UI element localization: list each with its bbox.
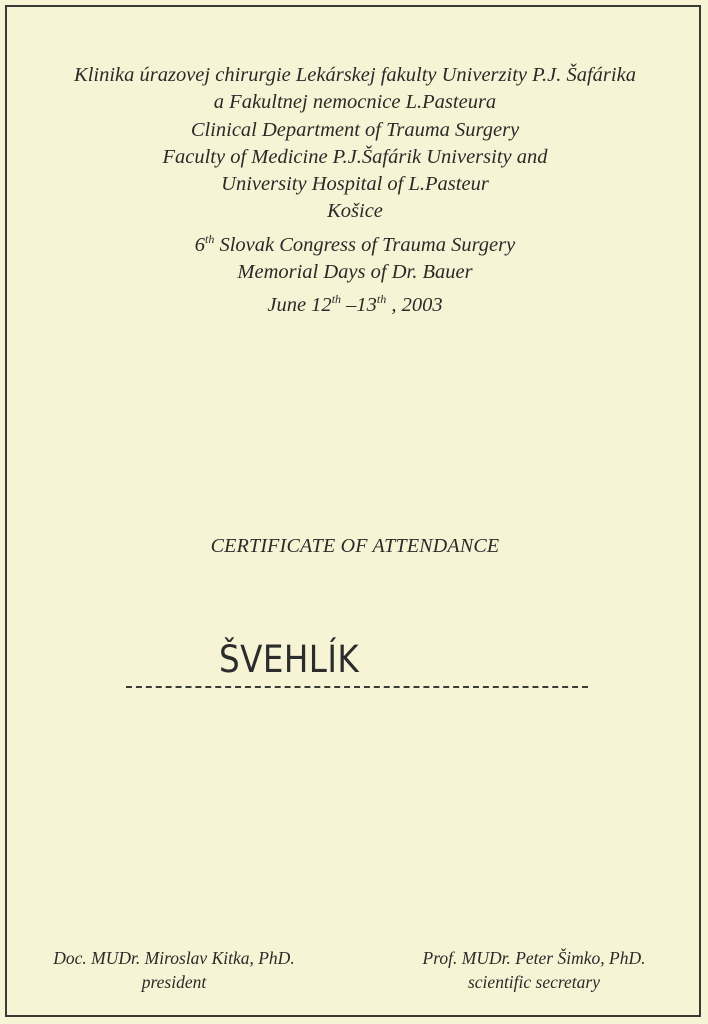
institution-sk-line2: a Fakultnej nemocnice L.Pasteura bbox=[213, 91, 497, 114]
name-dashed-line bbox=[126, 686, 588, 688]
institution-sk-line1: Klinika úrazovej chirurgie Lekárskej fakulty Univerzity P.J. Šafárika bbox=[74, 64, 636, 86]
signatory-right-role: scientific secretary bbox=[467, 972, 600, 992]
date-year: , 2003 bbox=[386, 294, 443, 317]
signatory-left-name: Doc. MUDr. Miroslav Kitka, PhD. bbox=[53, 948, 295, 968]
congress-name: Slovak Congress of Trauma Surgery bbox=[214, 233, 516, 256]
hospital-en: University Hospital of L.Pasteur bbox=[221, 173, 489, 196]
date-dash: –13 bbox=[341, 294, 377, 317]
signatory-left-role: president bbox=[141, 972, 207, 992]
signatory-right bbox=[370, 946, 698, 994]
congress-ordinal: 6 bbox=[194, 233, 206, 256]
date-sup-first: th bbox=[331, 292, 342, 307]
memorial-line: Memorial Days of Dr. Bauer bbox=[237, 260, 473, 283]
attendee-name: ŠVEHLÍK bbox=[219, 638, 360, 681]
date-prefix: June 12 bbox=[267, 294, 332, 317]
congress-line bbox=[10, 226, 700, 259]
date-sup-second: th bbox=[376, 292, 387, 307]
certificate-header bbox=[10, 62, 700, 319]
faculty-en: Faculty of Medicine P.J.Šafárik University and bbox=[162, 145, 548, 168]
certificate-title: CERTIFICATE OF ATTENDANCE bbox=[210, 535, 500, 557]
congress-ordinal-suffix: th bbox=[205, 231, 215, 246]
city: Košice bbox=[327, 200, 383, 223]
date-line bbox=[10, 286, 700, 319]
signatory-left bbox=[14, 946, 334, 994]
department-en: Clinical Department of Trauma Surgery bbox=[190, 118, 520, 141]
signatory-right-name: Prof. MUDr. Peter Šimko, PhD. bbox=[422, 948, 646, 968]
